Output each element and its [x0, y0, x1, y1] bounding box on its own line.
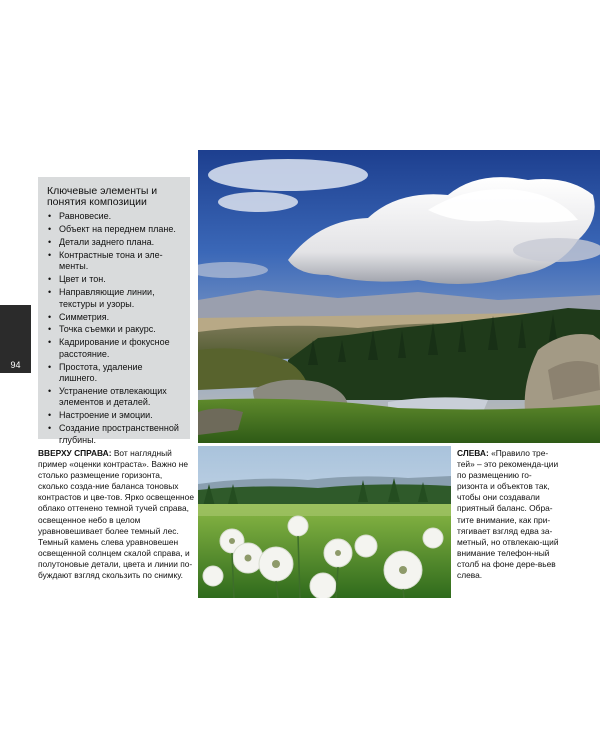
page-number: 94 [10, 360, 21, 370]
bullet-icon: • [48, 324, 52, 335]
key-element-text: Настроение и эмоции. [59, 410, 153, 421]
caption-left-text: «Правило тре-тей» – это рекоменда-ции по размещению го-ризонта и объектов так, чтобы они создавали приятный баланс. Обра-тите внимание, как при-тягивает взгляд едва за-метный, но отвлекаю-щий внимание телефон-ный столб на фоне дере-вьев слева. [457, 448, 559, 581]
mountain-landscape-photo [198, 150, 600, 443]
bullet-icon: • [48, 236, 52, 247]
key-element-text: Простота, удаление лишнего. [59, 361, 143, 384]
key-elements-box [38, 177, 190, 445]
key-elements-list [47, 211, 182, 446]
bullet-icon: • [48, 211, 52, 221]
bullet-icon: • [48, 337, 52, 348]
bullet-icon: • [48, 423, 52, 434]
caption-top-right-text: Вот наглядный пример «оценки контраста». Важно не столько размещение горизонта, сколько созда-ние баланса тоновых контрастов и цве-тов. Ярко освещенное облако оттенено темной тучей справа, освещенное небо в целом уравновешивает более темный лес. Темный камень слева уравновешен освещенной солнцем скалой справа, и полутоновые детали, цвета и линии по-буждают взгляд скользить по снимку. [38, 448, 194, 581]
key-element-item [47, 211, 182, 222]
key-element-item [47, 324, 182, 335]
bullet-icon: • [48, 274, 52, 285]
bullet-icon: • [48, 223, 52, 234]
key-element-item [47, 386, 182, 409]
key-element-text: Устранение отвлекающих элементов и деталей. [59, 386, 167, 408]
key-element-item [47, 274, 182, 285]
caption-top-right-label: ВВЕРХУ СПРАВА: [38, 448, 112, 458]
key-element-text: Равновесие. [59, 211, 112, 221]
key-elements-title: Ключевые элементы и понятия композиции [47, 185, 158, 208]
caption-left-label: СЛЕВА: [457, 448, 489, 458]
key-element-item [47, 312, 182, 323]
bullet-icon: • [48, 386, 52, 397]
key-element-item [47, 423, 182, 446]
key-element-item [47, 237, 182, 248]
key-element-text: Контрастные тона и эле-менты. [59, 249, 163, 272]
key-element-item [47, 362, 182, 385]
key-element-item [47, 337, 182, 360]
key-element-text: Точка съемки и ракурс. [59, 324, 156, 335]
key-element-text: Симметрия. [59, 311, 110, 322]
caption-top-right [38, 448, 194, 581]
bullet-icon: • [48, 249, 52, 260]
key-element-text: Кадрирование и фокусное расстояние. [59, 337, 170, 359]
key-element-text: Цвет и тон. [59, 274, 106, 285]
caption-left [457, 448, 561, 581]
key-element-text: Детали заднего плана. [59, 236, 155, 247]
bullet-icon: • [48, 311, 52, 322]
key-element-item [47, 250, 182, 273]
bullet-icon: • [48, 361, 52, 372]
bullet-icon: • [48, 287, 52, 298]
key-element-text: Направляющие линии, текстуры и узоры. [59, 287, 155, 309]
key-element-item [47, 287, 182, 310]
key-element-item [47, 224, 182, 235]
key-element-text: Объект на переднем плане. [59, 223, 176, 234]
bullet-icon: • [48, 410, 52, 421]
key-element-item [47, 410, 182, 421]
key-element-text: Создание пространственной глубины. [59, 423, 179, 445]
dandelion-meadow-photo [198, 446, 451, 598]
